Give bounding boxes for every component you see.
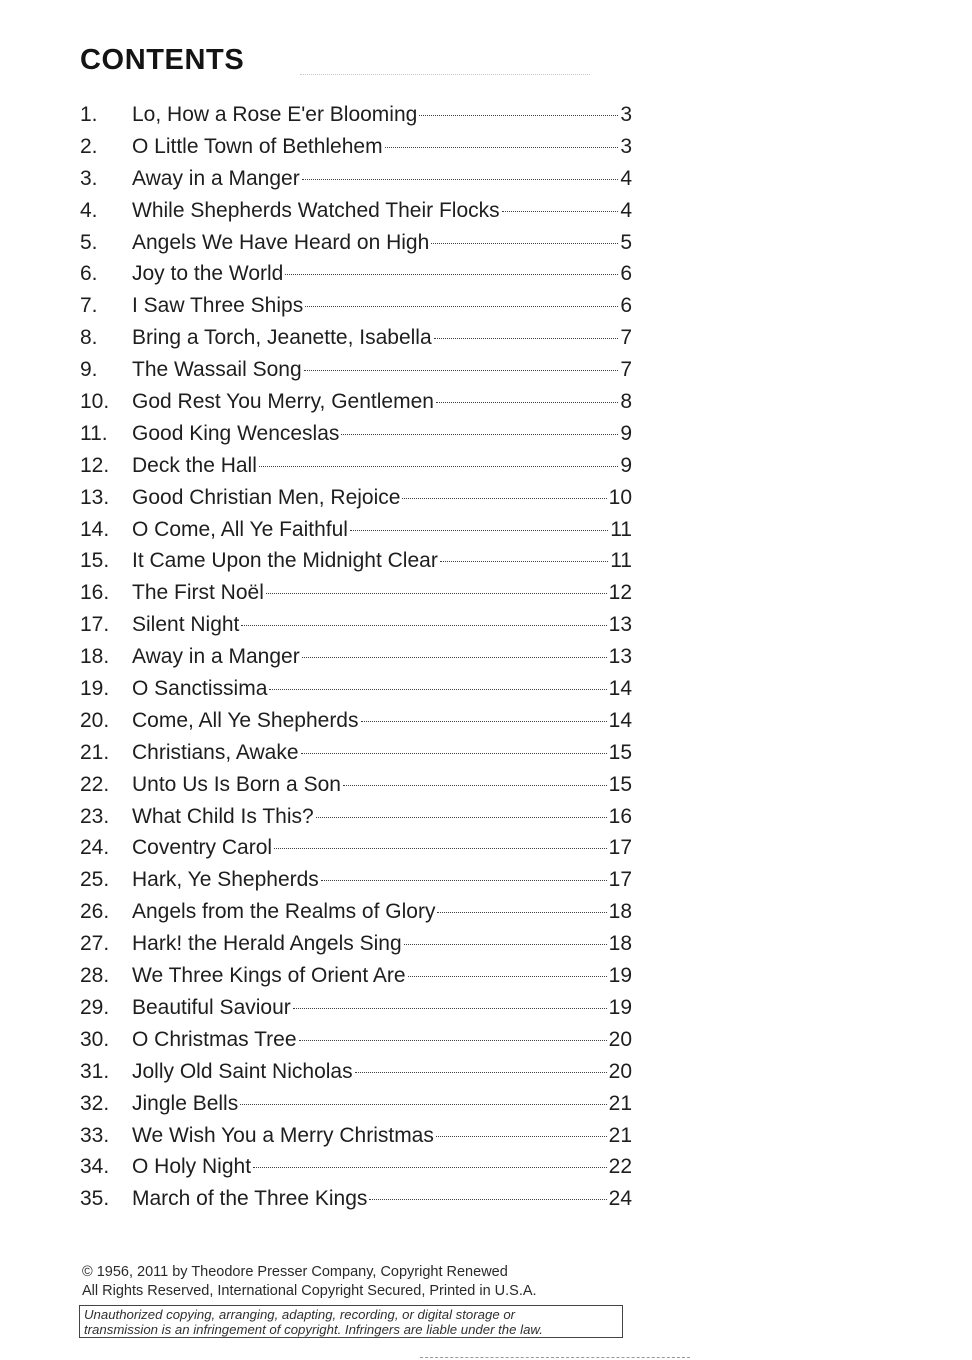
dot-leader — [301, 753, 607, 754]
toc-entry — [80, 705, 632, 737]
toc-entry — [80, 1056, 632, 1088]
toc-entry — [80, 258, 632, 290]
entry-page-number: 19 — [608, 995, 632, 1019]
entry-number: 31. — [80, 1059, 110, 1083]
entry-number: 12. — [80, 453, 110, 477]
dot-leader — [440, 561, 608, 562]
dot-leader — [361, 721, 607, 722]
entry-number: 18. — [80, 645, 110, 669]
entry-number: 10. — [80, 390, 110, 414]
entry-title: Deck the Hall — [132, 453, 257, 477]
entry-page-number: 7 — [620, 326, 632, 350]
entry-title: Unto Us Is Born a Son — [132, 772, 341, 796]
dot-leader — [304, 370, 619, 371]
entry-number: 26. — [80, 900, 110, 924]
entry-title: God Rest You Merry, Gentlemen — [132, 390, 434, 414]
entry-number: 16. — [80, 581, 110, 605]
dot-leader — [404, 944, 607, 945]
dot-leader — [259, 466, 618, 467]
entry-title: While Shepherds Watched Their Flocks — [132, 198, 500, 222]
entry-number: 24. — [80, 836, 110, 860]
toc-entry — [80, 227, 632, 259]
entry-page-number: 11 — [610, 517, 632, 541]
toc-entry — [80, 737, 632, 769]
toc-entry — [80, 864, 632, 896]
toc-entry — [80, 386, 632, 418]
dot-leader — [343, 785, 607, 786]
toc-entry — [80, 99, 632, 131]
entry-page-number: 6 — [620, 262, 632, 286]
dot-leader — [419, 115, 618, 116]
entry-page-number: 22 — [608, 1155, 632, 1179]
entry-title: Jolly Old Saint Nicholas — [132, 1059, 353, 1083]
dot-leader — [321, 880, 607, 881]
entry-page-number: 20 — [608, 1059, 632, 1083]
entry-number: 17. — [80, 613, 110, 637]
dot-leader — [431, 243, 618, 244]
entry-page-number: 5 — [620, 230, 632, 254]
dot-leader — [369, 1199, 606, 1200]
entry-page-number: 17 — [608, 868, 632, 892]
entry-title: Come, All Ye Shepherds — [132, 708, 359, 732]
toc-entry — [80, 514, 632, 546]
entry-number: 15. — [80, 549, 110, 573]
entry-title: Hark! the Herald Angels Sing — [132, 932, 402, 956]
page-title: CONTENTS — [80, 44, 245, 76]
dot-leader — [266, 593, 607, 594]
dot-leader — [502, 211, 619, 212]
contents-list — [80, 99, 632, 1215]
entry-title: Good King Wenceslas — [132, 421, 340, 445]
entry-number: 5. — [80, 230, 98, 254]
notice-line: Unauthorized copying, arranging, adapting, recording, or digital storage or — [84, 1307, 516, 1322]
entry-title: Jingle Bells — [132, 1091, 239, 1115]
toc-entry — [80, 1151, 632, 1183]
entry-number: 27. — [80, 932, 110, 956]
entry-number: 11. — [80, 421, 108, 445]
dot-leader — [302, 657, 607, 658]
toc-entry — [80, 545, 632, 577]
entry-number: 22. — [80, 772, 110, 796]
entry-number: 35. — [80, 1187, 110, 1211]
dot-leader — [436, 1136, 607, 1137]
entry-page-number: 18 — [608, 932, 632, 956]
entry-number: 7. — [80, 294, 98, 318]
entry-title: Lo, How a Rose E'er Blooming — [132, 103, 418, 126]
entry-title: Joy to the World — [132, 262, 284, 286]
entry-number: 2. — [80, 134, 98, 158]
toc-entry — [80, 1183, 632, 1215]
entry-page-number: 18 — [608, 900, 632, 924]
entry-number: 20. — [80, 708, 110, 732]
entry-page-number: 14 — [608, 677, 632, 701]
entry-number: 25. — [80, 868, 110, 892]
dot-leader — [305, 306, 618, 307]
entry-number: 21. — [80, 740, 110, 764]
entry-page-number: 13 — [608, 645, 632, 669]
dot-leader — [274, 848, 607, 849]
toc-entry — [80, 1024, 632, 1056]
entry-number: 30. — [80, 1027, 110, 1051]
entry-title: The Wassail Song — [132, 358, 302, 382]
dot-leader — [402, 498, 606, 499]
entry-number: 34. — [80, 1155, 110, 1179]
entry-title: O Come, All Ye Faithful — [132, 517, 348, 541]
dot-leader — [285, 274, 618, 275]
dot-leader — [253, 1167, 607, 1168]
entry-number: 9. — [80, 358, 98, 382]
toc-entry — [80, 450, 632, 482]
entry-title: O Holy Night — [132, 1155, 252, 1179]
entry-page-number: 14 — [608, 708, 632, 732]
entry-page-number: 9 — [620, 421, 632, 445]
dot-leader — [385, 147, 619, 148]
entry-page-number: 10 — [608, 485, 632, 509]
rights-line: All Rights Reserved, International Copyright Secured, Printed in U.S.A. — [82, 1283, 537, 1299]
toc-entry — [80, 195, 632, 227]
entry-number: 33. — [80, 1123, 110, 1147]
dot-leader — [293, 1008, 607, 1009]
copyright-line: © 1956, 2011 by Theodore Presser Company, Copyright Renewed — [82, 1264, 508, 1280]
dot-leader — [437, 912, 606, 913]
dot-leader — [355, 1072, 607, 1073]
entry-page-number: 11 — [610, 549, 632, 573]
entry-page-number: 24 — [608, 1187, 632, 1211]
copyright-notice-box — [79, 1305, 623, 1338]
entry-page-number: 4 — [620, 166, 632, 190]
copyright-block — [82, 1263, 537, 1301]
entry-title: Angels We Have Heard on High — [132, 230, 430, 254]
entry-title: O Little Town of Bethlehem — [132, 134, 383, 158]
toc-entry — [80, 418, 632, 450]
entry-title: Christians, Awake — [132, 740, 299, 764]
entry-title: What Child Is This? — [132, 804, 314, 828]
toc-entry — [80, 673, 632, 705]
dot-leader — [240, 1104, 606, 1105]
toc-entry — [80, 769, 632, 801]
toc-entry — [80, 163, 632, 195]
dot-leader — [241, 625, 606, 626]
entry-number: 32. — [80, 1091, 110, 1115]
dot-leader — [269, 689, 606, 690]
toc-entry — [80, 322, 632, 354]
entry-title: The First Noël — [132, 581, 264, 605]
entry-page-number: 9 — [620, 453, 632, 477]
entry-title: O Sanctissima — [132, 677, 268, 701]
entry-number: 13. — [80, 485, 110, 509]
toc-entry — [80, 928, 632, 960]
entry-number: 4. — [80, 198, 98, 222]
dot-leader — [302, 179, 619, 180]
entry-page-number: 19 — [608, 964, 632, 988]
toc-entry — [80, 960, 632, 992]
entry-page-number: 3 — [620, 134, 632, 158]
entry-title: We Wish You a Merry Christmas — [132, 1123, 434, 1147]
entry-number: 1. — [80, 103, 98, 126]
toc-entry — [80, 609, 632, 641]
toc-entry — [80, 1120, 632, 1152]
entry-title: O Christmas Tree — [132, 1027, 297, 1051]
entry-title: Hark, Ye Shepherds — [132, 868, 319, 892]
entry-title: Angels from the Realms of Glory — [132, 900, 436, 924]
entry-page-number: 4 — [620, 198, 632, 222]
entry-page-number: 6 — [620, 294, 632, 318]
toc-entry — [80, 290, 632, 322]
entry-title: Bring a Torch, Jeanette, Isabella — [132, 326, 432, 350]
entry-number: 3. — [80, 166, 98, 190]
entry-page-number: 16 — [608, 804, 632, 828]
dot-leader — [350, 530, 608, 531]
entry-number: 28. — [80, 964, 110, 988]
toc-entry — [80, 482, 632, 514]
entry-number: 23. — [80, 804, 110, 828]
notice-line: transmission is an infringement of copyright. Infringers are liable under the law. — [84, 1321, 543, 1337]
toc-entry — [80, 354, 632, 386]
dot-leader — [436, 402, 618, 403]
entry-page-number: 20 — [608, 1027, 632, 1051]
entry-page-number: 13 — [608, 613, 632, 637]
toc-entry — [80, 832, 632, 864]
entry-title: Coventry Carol — [132, 836, 273, 860]
entry-title: Beautiful Saviour — [132, 995, 291, 1019]
entry-page-number: 17 — [608, 836, 632, 860]
toc-entry — [80, 131, 632, 163]
toc-entry — [80, 992, 632, 1024]
entry-title: Silent Night — [132, 613, 240, 637]
entry-number: 8. — [80, 326, 98, 350]
toc-entry — [80, 801, 632, 833]
entry-page-number: 3 — [620, 103, 632, 126]
entry-page-number: 15 — [608, 740, 632, 764]
toc-entry — [80, 896, 632, 928]
dot-leader — [341, 434, 618, 435]
entry-number: 19. — [80, 677, 110, 701]
entry-page-number: 21 — [608, 1123, 632, 1147]
dot-leader — [299, 1040, 607, 1041]
entry-page-number: 21 — [608, 1091, 632, 1115]
entry-page-number: 12 — [608, 581, 632, 605]
entry-number: 6. — [80, 262, 98, 286]
entry-title: Away in a Manger — [132, 645, 300, 669]
entry-title: I Saw Three Ships — [132, 294, 304, 318]
entry-page-number: 15 — [608, 772, 632, 796]
entry-title: We Three Kings of Orient Are — [132, 964, 406, 988]
title-divider — [300, 74, 590, 75]
entry-title: Away in a Manger — [132, 166, 300, 190]
entry-page-number: 7 — [620, 358, 632, 382]
entry-title: March of the Three Kings — [132, 1187, 368, 1211]
entry-page-number: 8 — [620, 390, 632, 414]
toc-entry — [80, 641, 632, 673]
bottom-divider — [420, 1357, 690, 1358]
dot-leader — [434, 338, 619, 339]
entry-title: It Came Upon the Midnight Clear — [132, 549, 438, 573]
dot-leader — [408, 976, 607, 977]
toc-entry — [80, 577, 632, 609]
toc-entry — [80, 1088, 632, 1120]
entry-number: 29. — [80, 995, 110, 1019]
entry-title: Good Christian Men, Rejoice — [132, 485, 401, 509]
entry-number: 14. — [80, 517, 110, 541]
dot-leader — [316, 817, 607, 818]
